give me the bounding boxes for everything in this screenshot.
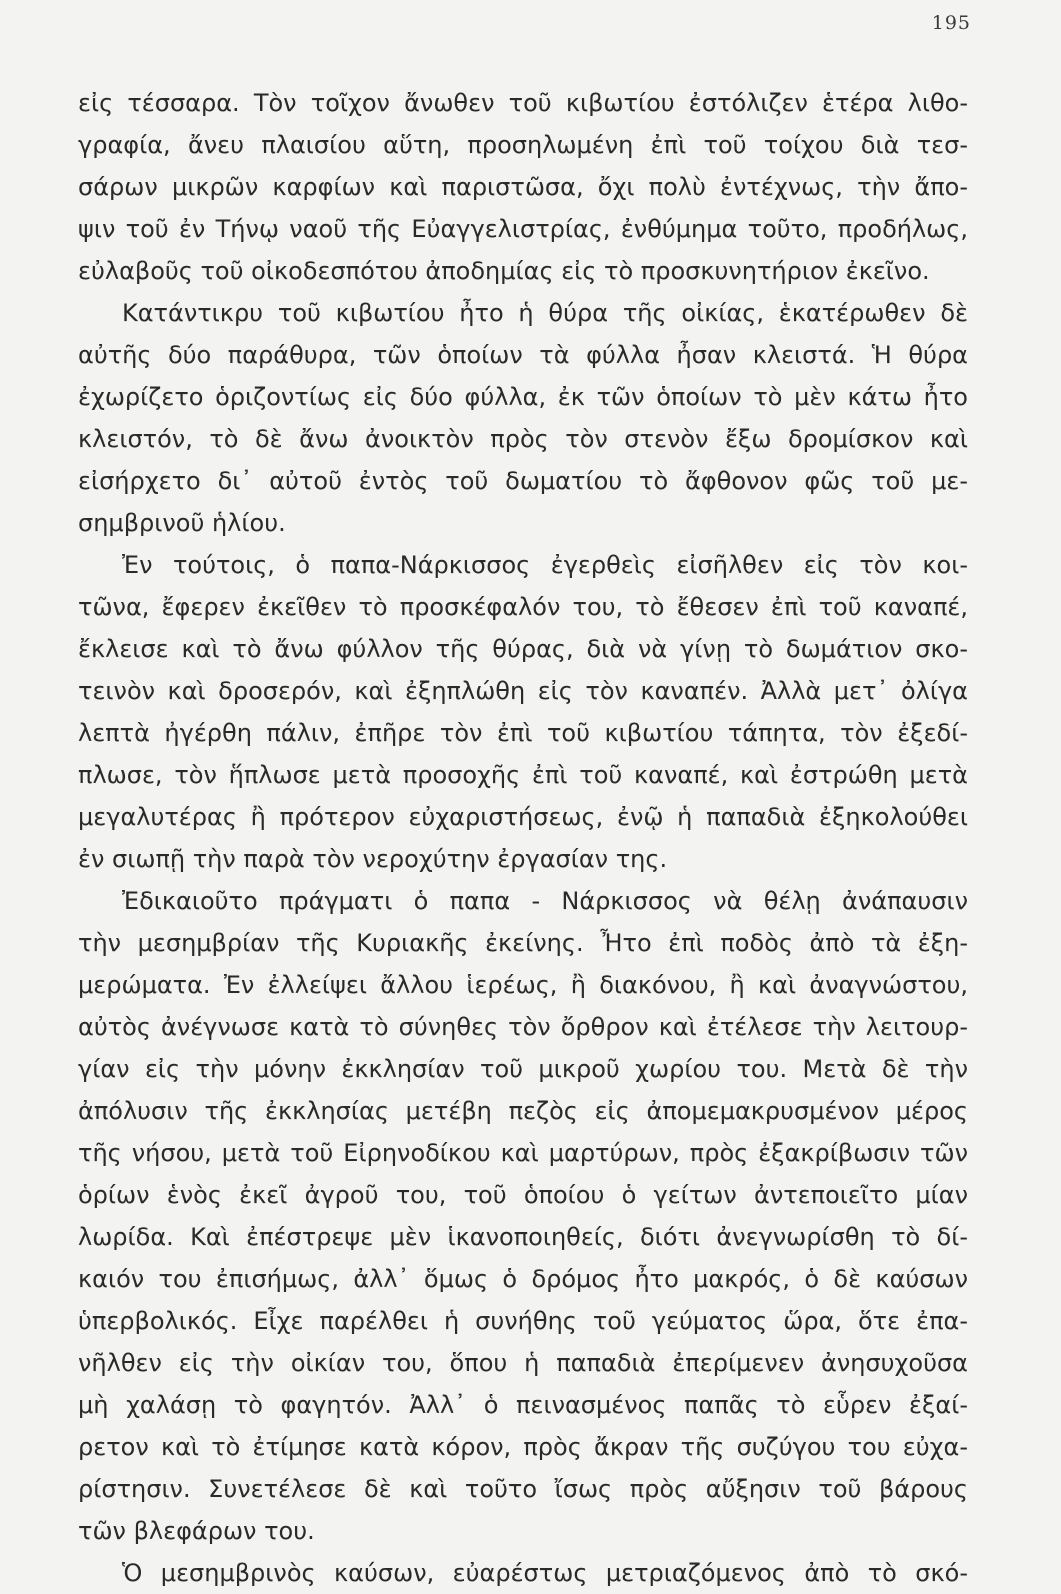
text-line: ἀπόλυσιν τῆς ἐκκλησίας μετέβη πεζὸς εἰς ἀπομεμακρυσμένον μέρος [78, 1097, 968, 1125]
text-line: τῶν βλεφάρων του. [78, 1517, 315, 1545]
text-line: καιόν του ἐπισήμως, ἀλλ᾽ ὅμως ὁ δρόμος ἦτο μακρός, ὁ δὲ καύσων [78, 1265, 968, 1293]
text-line: εἰς τέσσαρα. Τὸν τοῖχον ἄνωθεν τοῦ κιβωτίου ἐστόλιζεν ἑτέρα λιθο- [78, 89, 968, 117]
text-line: κλειστόν, τὸ δὲ ἄνω ἀνοικτὸν πρὸς τὸν στενὸν ἔξω δρομίσκον καὶ [78, 425, 968, 453]
body-text [78, 82, 968, 1594]
text-line: μερώματα. Ἐν ἐλλείψει ἄλλου ἱερέως, ἢ διακόνου, ἢ καὶ ἀναγνώστου, [78, 971, 968, 999]
text-line: ὑπερβολικός. Εἶχε παρέλθει ἡ συνήθης τοῦ γεύματος ὥρα, ὅτε ἐπα- [78, 1307, 968, 1335]
page-number: 195 [931, 12, 971, 34]
text-line: πλωσε, τὸν ἥπλωσε μετὰ προσοχῆς ἐπὶ τοῦ καναπέ, καὶ ἐστρώθη μετὰ [78, 761, 968, 789]
text-line: γραφία, ἄνευ πλαισίου αὕτη, προσηλωμένη ἐπὶ τοῦ τοίχου διὰ τεσ- [78, 131, 968, 159]
text-line: ὁρίων ἑνὸς ἐκεῖ ἀγροῦ του, τοῦ ὁποίου ὁ γείτων ἀντεποιεῖτο μίαν [78, 1181, 968, 1209]
text-line: γίαν εἰς τὴν μόνην ἐκκλησίαν τοῦ μικροῦ χωρίου του. Μετὰ δὲ τὴν [78, 1055, 968, 1083]
text-line: ἔκλεισε καὶ τὸ ἄνω φύλλον τῆς θύρας, διὰ νὰ γίνῃ τὸ δωμάτιον σκο- [78, 635, 968, 663]
text-line: ἐχωρίζετο ὁριζοντίως εἰς δύο φύλλα, ἐκ τῶν ὁποίων τὸ μὲν κάτω ἦτο [78, 383, 968, 411]
text-line: μεγαλυτέρας ἢ πρότερον εὐχαριστήσεως, ἐνῷ ἡ παπαδιὰ ἐξηκολούθει [78, 803, 968, 831]
text-line: αὐτῆς δύο παράθυρα, τῶν ὁποίων τὰ φύλλα ἦσαν κλειστά. Ἡ θύρα [78, 341, 968, 369]
text-line: ρίστησιν. Συνετέλεσε δὲ καὶ τοῦτο ἴσως πρὸς αὔξησιν τοῦ βάρους [78, 1475, 968, 1503]
text-line: μὴ χαλάσῃ τὸ φαγητόν. Ἀλλ᾽ ὁ πεινασμένος παπᾶς τὸ εὗρεν ἐξαί- [78, 1391, 968, 1419]
text-line: νῆλθεν εἰς τὴν οἰκίαν του, ὅπου ἡ παπαδιὰ ἐπερίμενεν ἀνησυχοῦσα [78, 1349, 968, 1377]
text-line: σάρων μικρῶν καρφίων καὶ παριστῶσα, ὄχι πολὺ ἐντέχνως, τὴν ἄπο- [78, 173, 968, 201]
text-line: τῶνα, ἔφερεν ἐκεῖθεν τὸ προσκέφαλόν του, τὸ ἔθεσεν ἐπὶ τοῦ καναπέ, [78, 593, 968, 621]
text-line: τὴν μεσημβρίαν τῆς Κυριακῆς ἐκείνης. Ἦτο ἐπὶ ποδὸς ἀπὸ τὰ ἐξη- [78, 929, 968, 957]
text-line: Ὁ μεσημβρινὸς καύσων, εὐαρέστως μετριαζόμενος ἀπὸ τὸ σκό- [122, 1559, 968, 1587]
text-line: ψιν τοῦ ἐν Τήνῳ ναοῦ τῆς Εὐαγγελιστρίας, ἐνθύμημα τοῦτο, προδήλως, [78, 215, 968, 243]
text-line: τῆς νήσου, μετὰ τοῦ Εἰρηνοδίκου καὶ μαρτύρων, πρὸς ἐξακρίβωσιν τῶν [78, 1139, 968, 1167]
text-line: εὐλαβοῦς τοῦ οἰκοδεσπότου ἀποδημίας εἰς τὸ προσκυνητήριον ἐκεῖνο. [78, 257, 930, 285]
text-line: Κατάντικρυ τοῦ κιβωτίου ἦτο ἡ θύρα τῆς οἰκίας, ἑκατέρωθεν δὲ [122, 299, 968, 327]
text-line: εἰσήρχετο δι᾽ αὐτοῦ ἐντὸς τοῦ δωματίου τὸ ἄφθονον φῶς τοῦ με- [78, 467, 968, 495]
text-line: αὐτὸς ἀνέγνωσε κατὰ τὸ σύνηθες τὸν ὄρθρον καὶ ἐτέλεσε τὴν λειτουρ- [78, 1013, 968, 1041]
text-line: Ἐν τούτοις, ὁ παπα-Νάρκισσος ἐγερθεὶς εἰσῆλθεν εἰς τὸν κοι- [122, 551, 968, 579]
text-line: ρετον καὶ τὸ ἐτίμησε κατὰ κόρον, πρὸς ἄκραν τῆς συζύγου του εὐχα- [78, 1433, 968, 1461]
text-line: λεπτὰ ἠγέρθη πάλιν, ἐπῆρε τὸν ἐπὶ τοῦ κιβωτίου τάπητα, τὸν ἐξεδί- [78, 719, 968, 747]
text-line: ἐν σιωπῇ τὴν παρὰ τὸν νεροχύτην ἐργασίαν της. [78, 845, 668, 873]
text-line: Ἐδικαιοῦτο πράγματι ὁ παπα - Νάρκισσος νὰ θέλῃ ἀνάπαυσιν [122, 887, 968, 915]
text-line: τεινὸν καὶ δροσερόν, καὶ ἐξηπλώθη εἰς τὸν καναπέν. Ἀλλὰ μετ᾽ ὀλίγα [78, 677, 968, 705]
text-line: σημβρινοῦ ἡλίου. [78, 509, 286, 537]
text-line: λωρίδα. Καὶ ἐπέστρεψε μὲν ἱκανοποιηθείς, διότι ἀνεγνωρίσθη τὸ δί- [78, 1223, 968, 1251]
